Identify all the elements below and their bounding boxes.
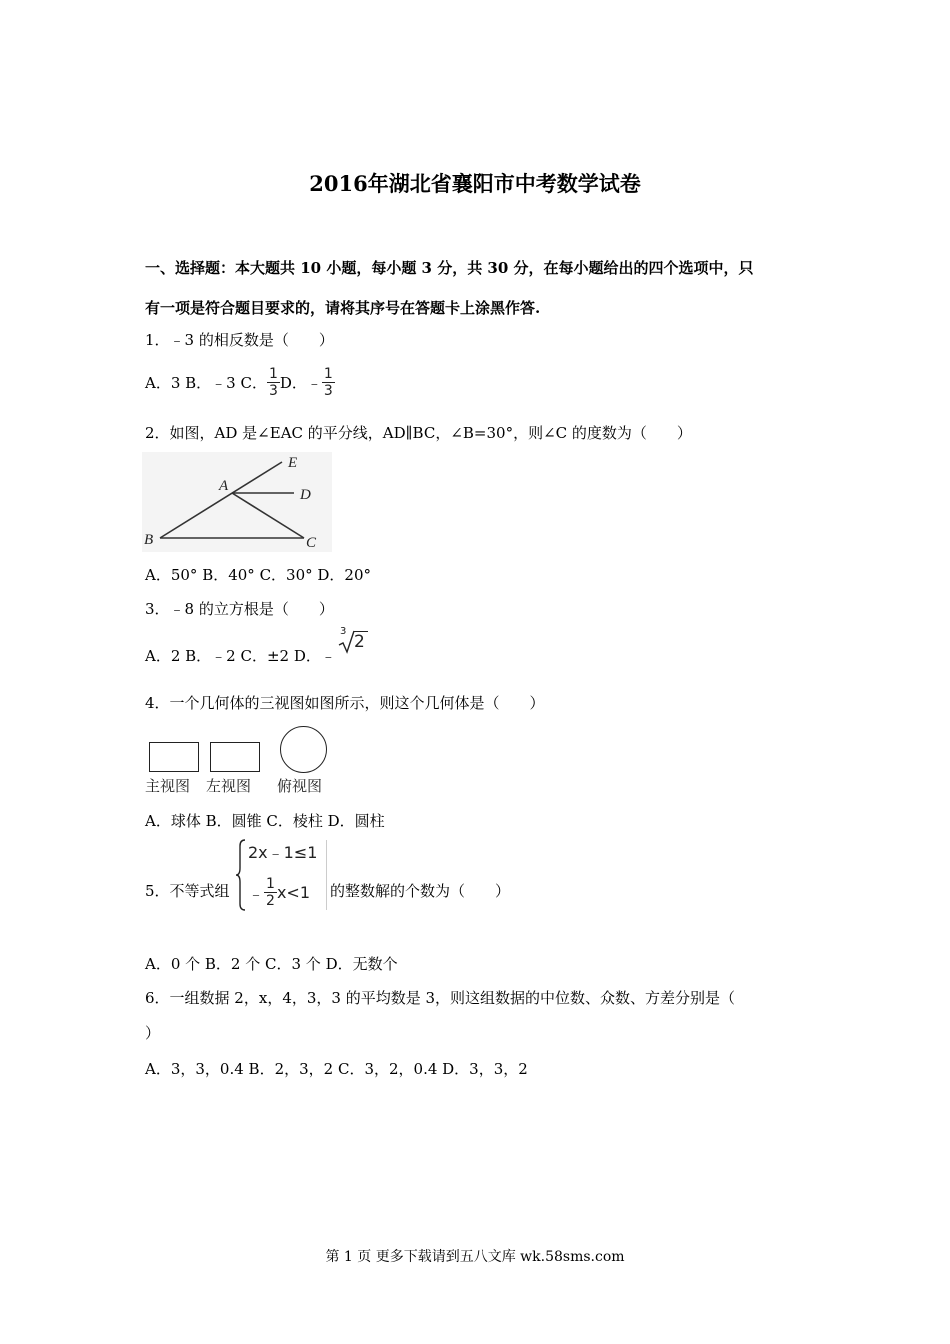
section-heading-line1: 一、选择题：本大题共 10 小题，每小题 3 分，共 30 分，在每小题给出的四个选项中，只: [145, 259, 754, 277]
question-2-stem: 2．如图，AD 是∠EAC 的平分线，AD∥BC，∠B=30°，则∠C 的度数为（ ）: [145, 424, 692, 442]
question-1-stem: 1．﹣3 的相反数是（ ）: [145, 331, 334, 349]
front-view-rectangle: [149, 742, 199, 772]
page-footer: 第 1 页 更多下载请到五八文库 wk.58sms.com: [325, 1249, 625, 1265]
question-3-stem: 3．﹣8 的立方根是（ ）: [145, 600, 334, 618]
question-3-options: A．2 B．﹣2 C．±2 D．﹣: [145, 647, 336, 665]
question-1-option-d: D．﹣: [279, 373, 322, 392]
inequality-2-sign: ﹣: [248, 883, 265, 903]
radicand: 2: [354, 632, 365, 652]
option-d-denominator: 3: [323, 382, 333, 399]
question-1-options-ab: A．3 B．﹣3 C．: [145, 373, 267, 392]
question-6-stem-line2: ）: [145, 1024, 161, 1042]
top-view-circle: [280, 726, 327, 773]
question-5-prefix: 5．不等式组: [145, 882, 230, 900]
root-index: 3: [340, 626, 347, 637]
inequality-2: [248, 874, 310, 910]
section-heading-line2: 有一项是符合题目要求的，请将其序号在答题卡上涂黑作答.: [145, 299, 541, 317]
question-5-options: A．0 个 B．2 个 C．3 个 D．无数个: [145, 955, 398, 973]
option-d-fraction: [322, 366, 335, 399]
inequality-1: 2x﹣1≤1: [248, 843, 318, 862]
label-d: D: [300, 487, 311, 503]
left-view-label: 左视图: [206, 777, 252, 795]
inequality-2-denominator: 2: [266, 892, 275, 909]
option-d-numerator: 1: [323, 365, 333, 382]
front-view-label: 主视图: [145, 777, 191, 795]
left-view-rectangle: [210, 742, 260, 772]
question-5-suffix: 的整数解的个数为（ ）: [330, 882, 511, 900]
image-edge: [326, 840, 327, 910]
page-title: 2016年湖北省襄阳市中考数学试卷: [309, 171, 641, 196]
left-brace-icon: [235, 838, 247, 912]
question-2-options: A．50° B．40° C．30° D．20°: [145, 566, 372, 584]
label-c: C: [306, 535, 317, 551]
label-a: A: [219, 478, 229, 494]
question-4-stem: 4．一个几何体的三视图如图所示，则这个几何体是（ ）: [145, 694, 545, 712]
inequality-2-fraction: [264, 876, 277, 909]
inequality-system: [235, 838, 329, 912]
question-6-options: A．3，3，0.4 B．2，3，2 C．3，2，0.4 D．3，3，2: [145, 1060, 528, 1078]
option-c-numerator: 1: [268, 365, 278, 382]
label-b: B: [144, 532, 154, 548]
inequality-2-rest: x<1: [276, 882, 310, 902]
option-c-fraction: [267, 366, 280, 399]
question-4-options: A．球体 B．圆锥 C．棱柱 D．圆柱: [145, 812, 385, 830]
question-6-stem-line1: 6．一组数据 2，x，4，3，3 的平均数是 3，则这组数据的中位数、众数、方差分别是（: [145, 989, 736, 1007]
inequality-2-numerator: 1: [266, 875, 275, 892]
triangle-figure: [142, 452, 332, 552]
question-1-options: [145, 362, 335, 402]
radical-bar: [354, 631, 368, 632]
top-view-label: 俯视图: [277, 777, 323, 795]
label-e: E: [288, 455, 298, 471]
cube-root-expression: [338, 626, 374, 656]
option-c-denominator: 3: [268, 382, 278, 399]
